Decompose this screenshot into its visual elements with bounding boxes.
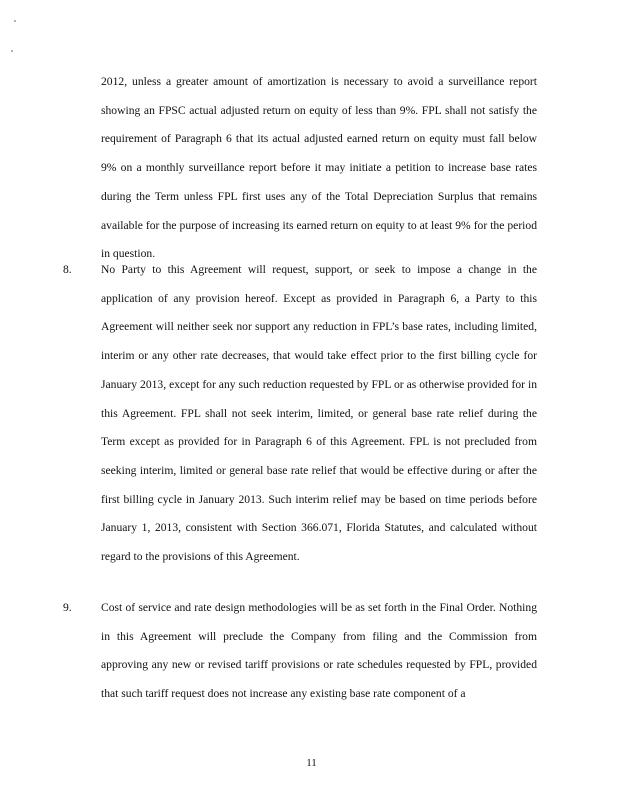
scan-speck: [14, 20, 16, 22]
paragraph-8: [63, 256, 543, 572]
paragraph-text: No Party to this Agreement will request, support, or seek to impose a change in the application of any provision hereof. Except as provided in Paragraph 6, a Party to this Agreement will neither seek nor support any reduction in FPL’s base rates, including limited, interim or any other rate decreases, that would take effect prior to the first billing cycle for January 2013, except for any such reduction requested by FPL or as otherwise provided for in this Agreement. FPL shall not seek interim, limited, or general base rate relief during the Term except as provided for in Paragraph 6 of this Agreement. FPL is not precluded from seeking interim, limited or general base rate relief that would be effective during or after the first billing cycle in January 2013. Such interim relief may be based on time periods before January 1, 2013, consistent with Section 366.071, Florida Statutes, and calculated without regard to the provisions of this Agreement.: [101, 263, 537, 564]
paragraph-number: 8.: [63, 263, 72, 276]
continued-paragraph: 2012, unless a greater amount of amortization is necessary to avoid a surveillance report showing an FPSC actual adjusted return on equity of less than 9%. FPL shall not satisfy the requirement of Paragraph 6 that its actual adjusted earned return on equity must fall below 9% on a monthly surveillance report before it may initiate a petition to increase base rates during the Term unless FPL first uses any of the Total Depreciation Surplus that remains available for the purpose of increasing its earned return on equity to at least 9% for the period in question.: [101, 75, 537, 261]
paragraph-9: [63, 594, 543, 709]
paragraph-text: Cost of service and rate design methodologies will be as set forth in the Final Order. Nothing in this Agreement will preclude the Company from filing and the Commission from approving any new or revised tariff provisions or rate schedules requested by FPL, provided that such tariff request does not increase any existing base rate component of a: [101, 601, 537, 701]
paragraph-number: 9.: [63, 601, 72, 614]
page-number: 11: [306, 757, 317, 769]
scan-speck: [11, 50, 13, 52]
